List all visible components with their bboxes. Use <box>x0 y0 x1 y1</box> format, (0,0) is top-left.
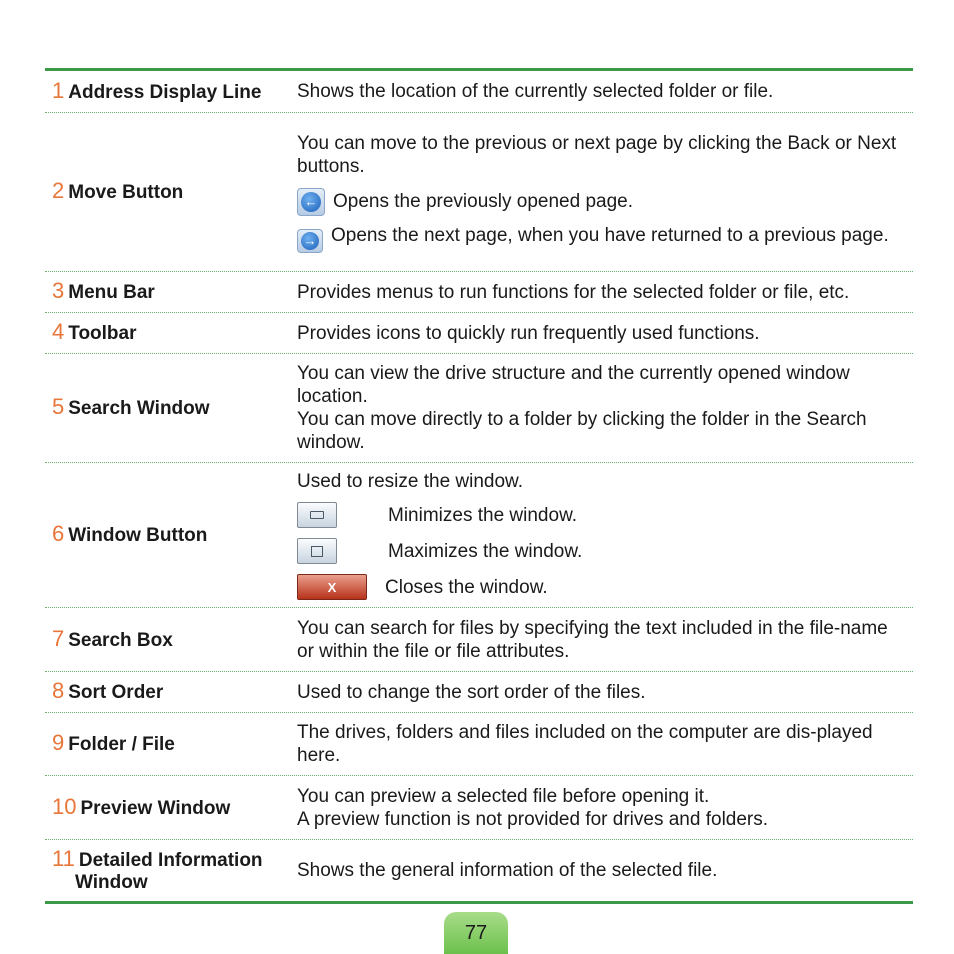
item-term: Toolbar <box>68 323 137 344</box>
item-description: A preview function is not provided for drives and folders. <box>297 808 769 830</box>
item-number: 9 <box>52 730 65 755</box>
icon-description: Opens the previously opened page. <box>333 191 633 212</box>
table-row <box>45 354 913 463</box>
item-term: Address Display Line <box>68 81 262 103</box>
page-number-tab <box>444 912 508 954</box>
page-number: 77 <box>464 921 488 944</box>
table-row <box>45 776 913 840</box>
item-number: 7 <box>52 625 65 651</box>
close-icon-glyph: X <box>327 579 337 595</box>
item-number: 10 <box>52 793 77 819</box>
item-number: 8 <box>52 678 65 703</box>
item-number: 11 <box>52 845 75 871</box>
item-description: The drives, folders and files included on the computer are dis-played here. <box>297 722 873 766</box>
forward-arrow-icon: → <box>297 229 323 253</box>
item-description: Used to change the sort order of the files. <box>297 681 646 703</box>
item-term: Move Button <box>68 182 184 203</box>
item-number: 4 <box>52 319 65 344</box>
maximize-icon <box>297 538 337 564</box>
item-description: You can view the drive structure and the currently opened window location. <box>297 363 850 407</box>
close-line <box>297 574 907 600</box>
item-number: 3 <box>52 278 65 303</box>
table-row <box>45 71 913 113</box>
item-term: Search Box <box>68 629 173 651</box>
back-button-line <box>297 188 907 216</box>
item-term: Window Button <box>68 525 208 546</box>
item-number: 2 <box>52 178 65 203</box>
item-description: You can search for files by specifying the text included in the file-name or within the file or file attributes. <box>297 617 888 662</box>
table-row <box>45 608 913 672</box>
table-row <box>45 272 913 313</box>
item-term: Search Window <box>68 398 210 419</box>
item-term: Sort Order <box>68 682 164 703</box>
item-term: Menu Bar <box>68 282 155 303</box>
minimize-icon <box>297 502 337 528</box>
close-icon <box>297 574 367 600</box>
item-description: Shows the location of the currently selected folder or file. <box>297 81 774 102</box>
table-row <box>45 313 913 354</box>
item-number: 5 <box>52 394 65 419</box>
table-row <box>45 113 913 272</box>
forward-button-line <box>297 224 907 253</box>
item-description: You can preview a selected file before opening it. <box>297 785 710 807</box>
item-description: Used to resize the window. <box>297 471 524 492</box>
icon-description: Closes the window. <box>385 576 548 598</box>
minimize-line <box>297 502 907 528</box>
back-arrow-icon: ← <box>297 188 325 216</box>
item-description: Provides menus to run functions for the selected folder or file, etc. <box>297 281 850 303</box>
item-term: Preview Window <box>80 797 231 819</box>
item-number: 1 <box>52 77 65 103</box>
item-description: You can move to the previous or next page by clicking the Back or Next buttons. <box>297 132 897 177</box>
maximize-line <box>297 538 907 564</box>
icon-description: Maximizes the window. <box>388 540 583 562</box>
item-term: Folder / File <box>68 734 175 755</box>
item-number: 6 <box>52 521 65 546</box>
definition-table <box>45 68 913 904</box>
item-description: Shows the general information of the selected file. <box>297 860 718 881</box>
item-description: Provides icons to quickly run frequently used functions. <box>297 322 760 344</box>
item-description: You can move directly to a folder by clicking the folder in the Search window. <box>297 409 867 453</box>
item-term: Detailed Information <box>78 849 263 871</box>
item-term-continued: Window <box>75 871 148 893</box>
table-row <box>45 463 913 608</box>
table-row <box>45 713 913 776</box>
table-row <box>45 840 913 901</box>
icon-description: Opens the next page, when you have returned to a previous page. <box>331 224 889 246</box>
table-row <box>45 672 913 713</box>
icon-description: Minimizes the window. <box>388 504 578 526</box>
